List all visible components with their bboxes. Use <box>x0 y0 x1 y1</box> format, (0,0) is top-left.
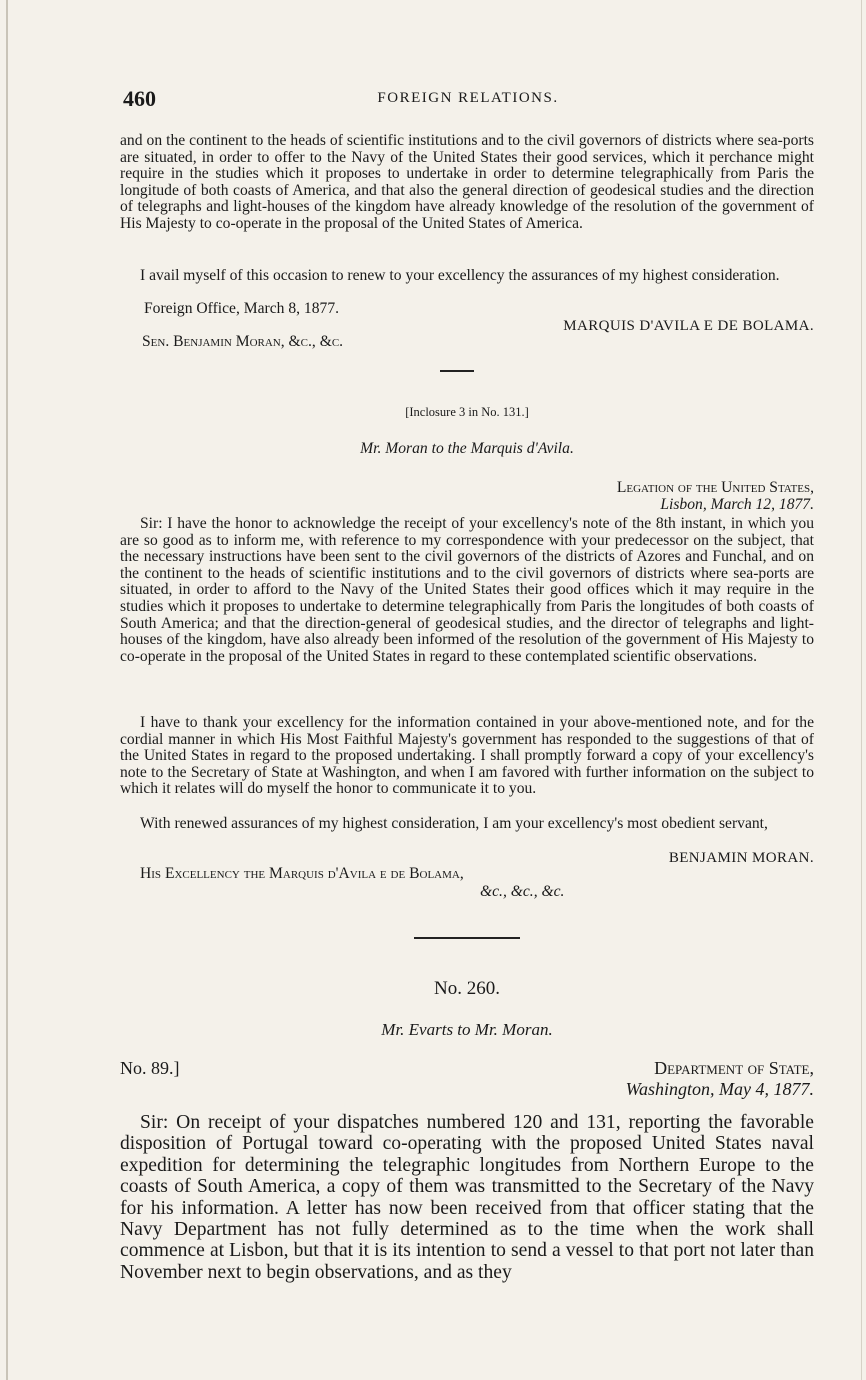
document-number: No. 260. <box>434 978 500 999</box>
document-reference: No. 89.] <box>120 1058 180 1078</box>
inclosure-place-date: Lisbon, March 12, 1877. <box>660 496 814 513</box>
document-title: Mr. Evarts to Mr. Moran. <box>381 1020 553 1039</box>
inclosure-paragraph-3: With renewed assurances of my highest consideration, I am your excellency's most obedient servant, <box>140 815 768 832</box>
page-header <box>123 86 813 112</box>
letter1-addressee: Sen. Benjamin Moran, &c., &c. <box>142 333 344 350</box>
letter1-paragraph-2: I avail myself of this occasion to renew to your excellency the assurances of my highest consideration. <box>140 267 780 284</box>
inclosure-addressee-etc: &c., &c., &c. <box>480 883 565 900</box>
inclosure-addressee: His Excellency the Marquis d'Avila e de Bolama, <box>140 865 464 882</box>
document-from-line: Department of State, <box>654 1058 814 1078</box>
letter1-place-date: Foreign Office, March 8, 1877. <box>144 300 340 317</box>
document-paragraph-1: Sir: On receipt of your dispatches numbered 120 and 131, reporting the favorable disposition of Portugal toward co-operating with the proposed United States naval expedition for determining the telegraphic longitudes from Northern Europe to the coasts of South America, a copy of them was transmitted to the Secretary of the Navy for his information. A letter has now been received from that officer stating that the Navy Department has not fully determined as to the time when the work shall commence at Lisbon, but that it is its intention to send a vessel to that port not later than November next to begin observations, and as they <box>120 1112 814 1283</box>
inclosure-label: [Inclosure 3 in No. 131.] <box>405 405 529 419</box>
inclosure-signature: BENJAMIN MORAN. <box>668 850 814 866</box>
section-divider <box>440 370 474 372</box>
document-divider <box>414 937 520 939</box>
inclosure-from-line: Legation of the United States, <box>616 479 814 496</box>
document-place-date: Washington, May 4, 1877. <box>625 1079 814 1099</box>
page-number: 460 <box>123 86 156 111</box>
letter1-signature: MARQUIS D'AVILA E DE BOLAMA. <box>563 318 814 334</box>
running-head: FOREIGN RELATIONS. <box>377 90 559 106</box>
inclosure-paragraph-2: I have to thank your excellency for the information contained in your above-mentioned note, and for the cordial manner in which His Most Faithful Majesty's government has responded to the suggestions of that of the United States in regard to the proposed undertaking. I shall promptly forward a copy of your excellency's note to the Secretary of State at Washington, and when I am favored with further information on the subject to which it relates will do myself the honor to communicate it to you. <box>120 714 814 798</box>
page-edge-right <box>861 0 862 1380</box>
inclosure-title: Mr. Moran to the Marquis d'Avila. <box>360 440 574 457</box>
page-edge-left <box>6 0 8 1380</box>
inclosure-paragraph-1: Sir: I have the honor to acknowledge the receipt of your excellency's note of the 8th instant, in which you are so good as to inform me, with reference to my correspondence with your predecessor on the subject, that the necessary instructions have been sent to the civil governors of the districts of Azores and Funchal, and on the continent to the heads of scientific institutions and to the civil governors of districts where sea-ports are situated, in order to afford to the Navy of the United States their good offices which it may require in the studies which it proposes to undertake to determine telegraphically from Paris the longitudes of both coasts of South America; and that the direction-general of geodesical studies, and the director of telegraphs and light-houses of the kingdom, have also already been informed of the resolution of the government of His Majesty to co-operate in the proposal of the United States in regard to these contemplated scientific observations. <box>120 515 814 665</box>
letter1-paragraph-1: and on the continent to the heads of scientific institutions and to the civil governors of districts where sea-ports are situated, in order to offer to the Navy of the United States their good services, which it perchance might require in the studies which it proposes to undertake in order to determine telegraphically from Paris the longitude of both coasts of America, and that also the general direction of geodesical studies and the direction of telegraphs and light-houses of the kingdom have already knowledge of the resolution of the government of His Majesty to co-operate in the proposal of the United States of America. <box>120 132 814 232</box>
